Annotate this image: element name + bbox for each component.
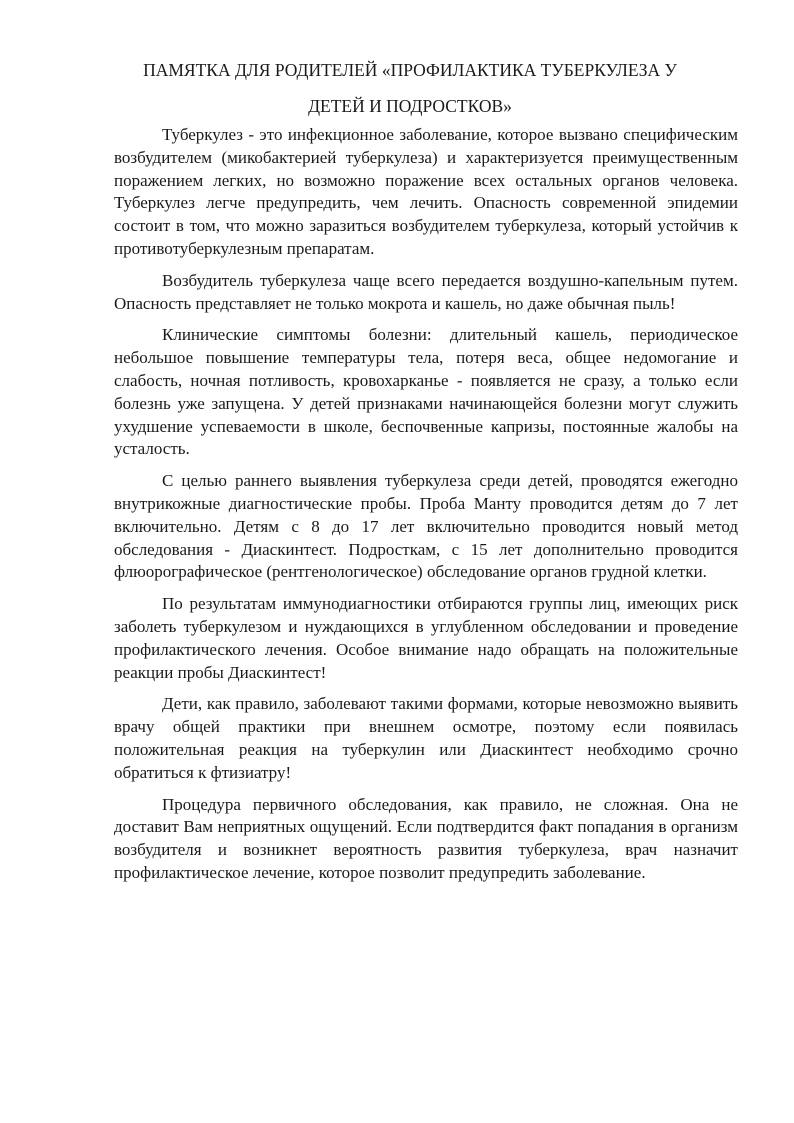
paragraph-risk-groups: По результатам иммунодиагностики отбираются группы лиц, имеющих риск заболеть туберкулезом и нуждающихся в углубленном обследовании и проведение профилактического лечения. Особое внимание надо обращать на положительные реакции пробы Диаскинтест! [114,594,738,682]
paragraph-transmission: Возбудитель туберкулеза чаще всего передается воздушно-капельным путем. Опасность представляет не только мокрота и кашель, но даже обычная пыль! [114,270,738,313]
paragraph-screening: С целью раннего выявления туберкулеза среди детей, проводятся ежегодно внутрикожные диагностические пробы. Проба Манту проводится детям до 7 лет включительно. Детям с 8 до 17 лет включительно проводится новый метод обследования - Диаскинтест. Подросткам, с 15 лет дополнительно проводится флюорографическое (рентгенологическое) обследование органов грудной клетки. [114,471,738,582]
paragraph-referral: Дети, как правило, заболевают такими формами, которые невозможно выявить врачу общей практики при внешнем осмотре, поэтому если появилась положительная реакция на туберкулин или Диаскинтест необходимо срочно обратиться к фтизиатру! [114,694,738,782]
document-title [90,52,730,124]
document-body [114,124,738,894]
paragraph-definition: Туберкулез - это инфекционное заболевание, которое вызвано специфическим возбудителем (микобактерией туберкулеза) и характеризуется преимущественным поражением легких, но возможно поражение всех остальных органов человека. Туберкулез легче предупредить, чем лечить. Опасность современной эпидемии состоит в том, что можно заразиться возбудителем туберкулеза, который устойчив к противотуберкулезным препаратам. [114,125,738,258]
title-line-1: ПАМЯТКА ДЛЯ РОДИТЕЛЕЙ «ПРОФИЛАКТИКА ТУБЕРКУЛЕЗА У [143,60,677,80]
paragraph-procedure: Процедура первичного обследования, как правило, не сложная. Она не доставит Вам неприятных ощущений. Если подтвердится факт попадания в организм возбудителя и возникнет вероятность развития туберкулеза, врач назначит профилактическое лечение, которое позволит предупредить заболевание. [114,794,738,882]
paragraph-symptoms: Клинические симптомы болезни: длительный кашель, периодическое небольшое повышение температуры тела, потеря веса, общее недомогание и слабость, ночная потливость, кровохарканье - появляется не сразу, а только если болезнь уже запущена. У детей признаками начинающейся болезни могут служить ухудшение успеваемости в школе, беспочвенные капризы, постоянные жалобы на усталость. [114,325,738,459]
title-line-2: ДЕТЕЙ И ПОДРОСТКОВ» [308,96,512,116]
